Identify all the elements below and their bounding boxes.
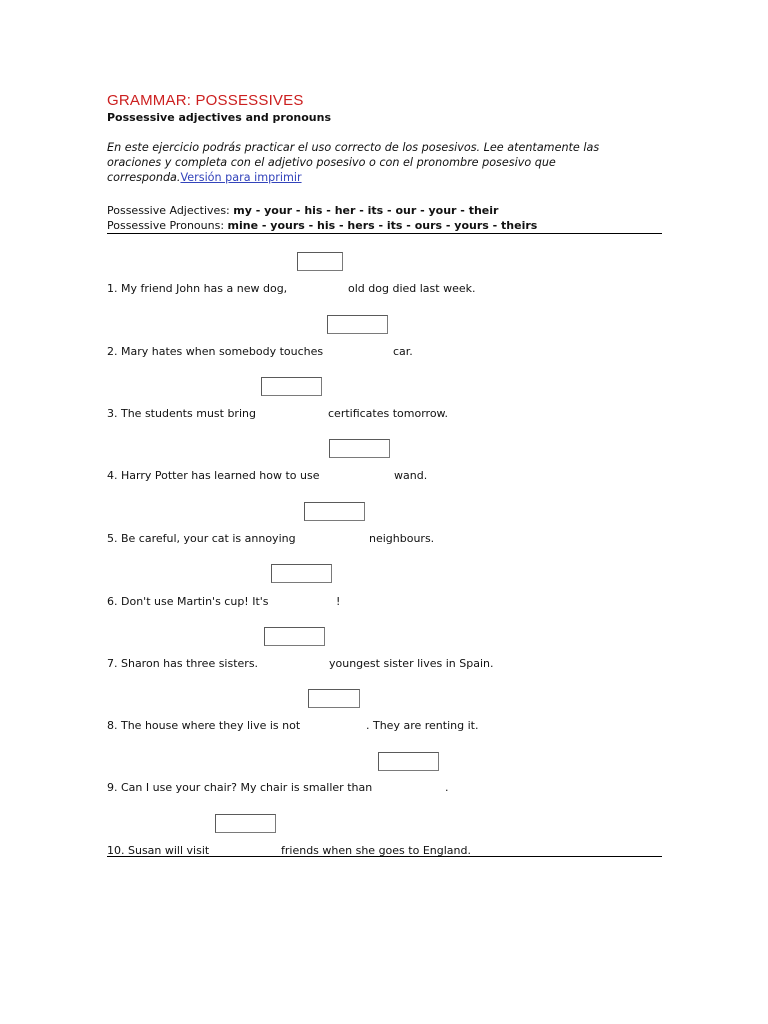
- exercise-text-before: 2. Mary hates when somebody touches: [107, 345, 324, 358]
- print-version-link[interactable]: Versión para imprimir: [180, 171, 302, 184]
- instructions: [107, 140, 637, 185]
- answer-input-6[interactable]: [271, 564, 332, 583]
- exercise-text-before: 5. Be careful, your cat is annoying: [107, 532, 296, 545]
- exercise-text-after: neighbours.: [369, 532, 435, 545]
- exercises-divider: [107, 856, 662, 857]
- adjectives-list: my - your - his - her - its - our - your - their: [233, 204, 499, 217]
- exercise-text-after: !: [336, 595, 341, 608]
- page-title: GRAMMAR: POSSESSIVES: [107, 92, 304, 109]
- answer-input-10[interactable]: [215, 814, 276, 833]
- answer-input-9[interactable]: [378, 752, 439, 771]
- answer-input-8[interactable]: [308, 689, 360, 708]
- adjectives-label: Possessive Adjectives:: [107, 204, 234, 217]
- exercise-text-after: . They are renting it.: [366, 719, 479, 732]
- answer-input-5[interactable]: [304, 502, 365, 521]
- pronouns-label: Possessive Pronouns:: [107, 219, 228, 232]
- possessive-adjectives-legend: [107, 204, 498, 217]
- answer-input-2[interactable]: [327, 315, 388, 334]
- exercise-text-after: car.: [393, 345, 413, 358]
- exercise-text-before: 7. Sharon has three sisters.: [107, 657, 259, 670]
- exercise-text-before: 3. The students must bring: [107, 407, 256, 420]
- legend-divider: [107, 233, 662, 234]
- exercise-text-after: old dog died last week.: [348, 282, 476, 295]
- answer-input-4[interactable]: [329, 439, 390, 458]
- exercise-text-before: 9. Can I use your chair? My chair is smaller than: [107, 781, 373, 794]
- answer-input-3[interactable]: [261, 377, 322, 396]
- exercise-text-before: 1. My friend John has a new dog,: [107, 282, 288, 295]
- page-subtitle: Possessive adjectives and pronouns: [107, 111, 331, 124]
- answer-input-1[interactable]: [297, 252, 343, 271]
- exercise-text-before: 8. The house where they live is not: [107, 719, 301, 732]
- pronouns-list: mine - yours - his - hers - its - ours - yours - theirs: [227, 219, 538, 232]
- instructions-text: En este ejercicio podrás practicar el uso correcto de los posesivos. Lee atentamente las oraciones y completa con el adjetivo posesivo o con el pronombre posesivo que corresponda.: [107, 141, 600, 184]
- exercise-text-after: wand.: [394, 469, 428, 482]
- exercise-text-before: 6. Don't use Martin's cup! It's: [107, 595, 269, 608]
- exercise-text-after: youngest sister lives in Spain.: [329, 657, 494, 670]
- possessive-pronouns-legend: [107, 219, 537, 232]
- exercise-text-after: .: [445, 781, 449, 794]
- exercise-text-before: 10. Susan will visit: [107, 844, 210, 857]
- exercise-text-after: certificates tomorrow.: [328, 407, 449, 420]
- exercise-text-before: 4. Harry Potter has learned how to use: [107, 469, 320, 482]
- answer-input-7[interactable]: [264, 627, 325, 646]
- exercise-text-after: friends when she goes to England.: [281, 844, 471, 857]
